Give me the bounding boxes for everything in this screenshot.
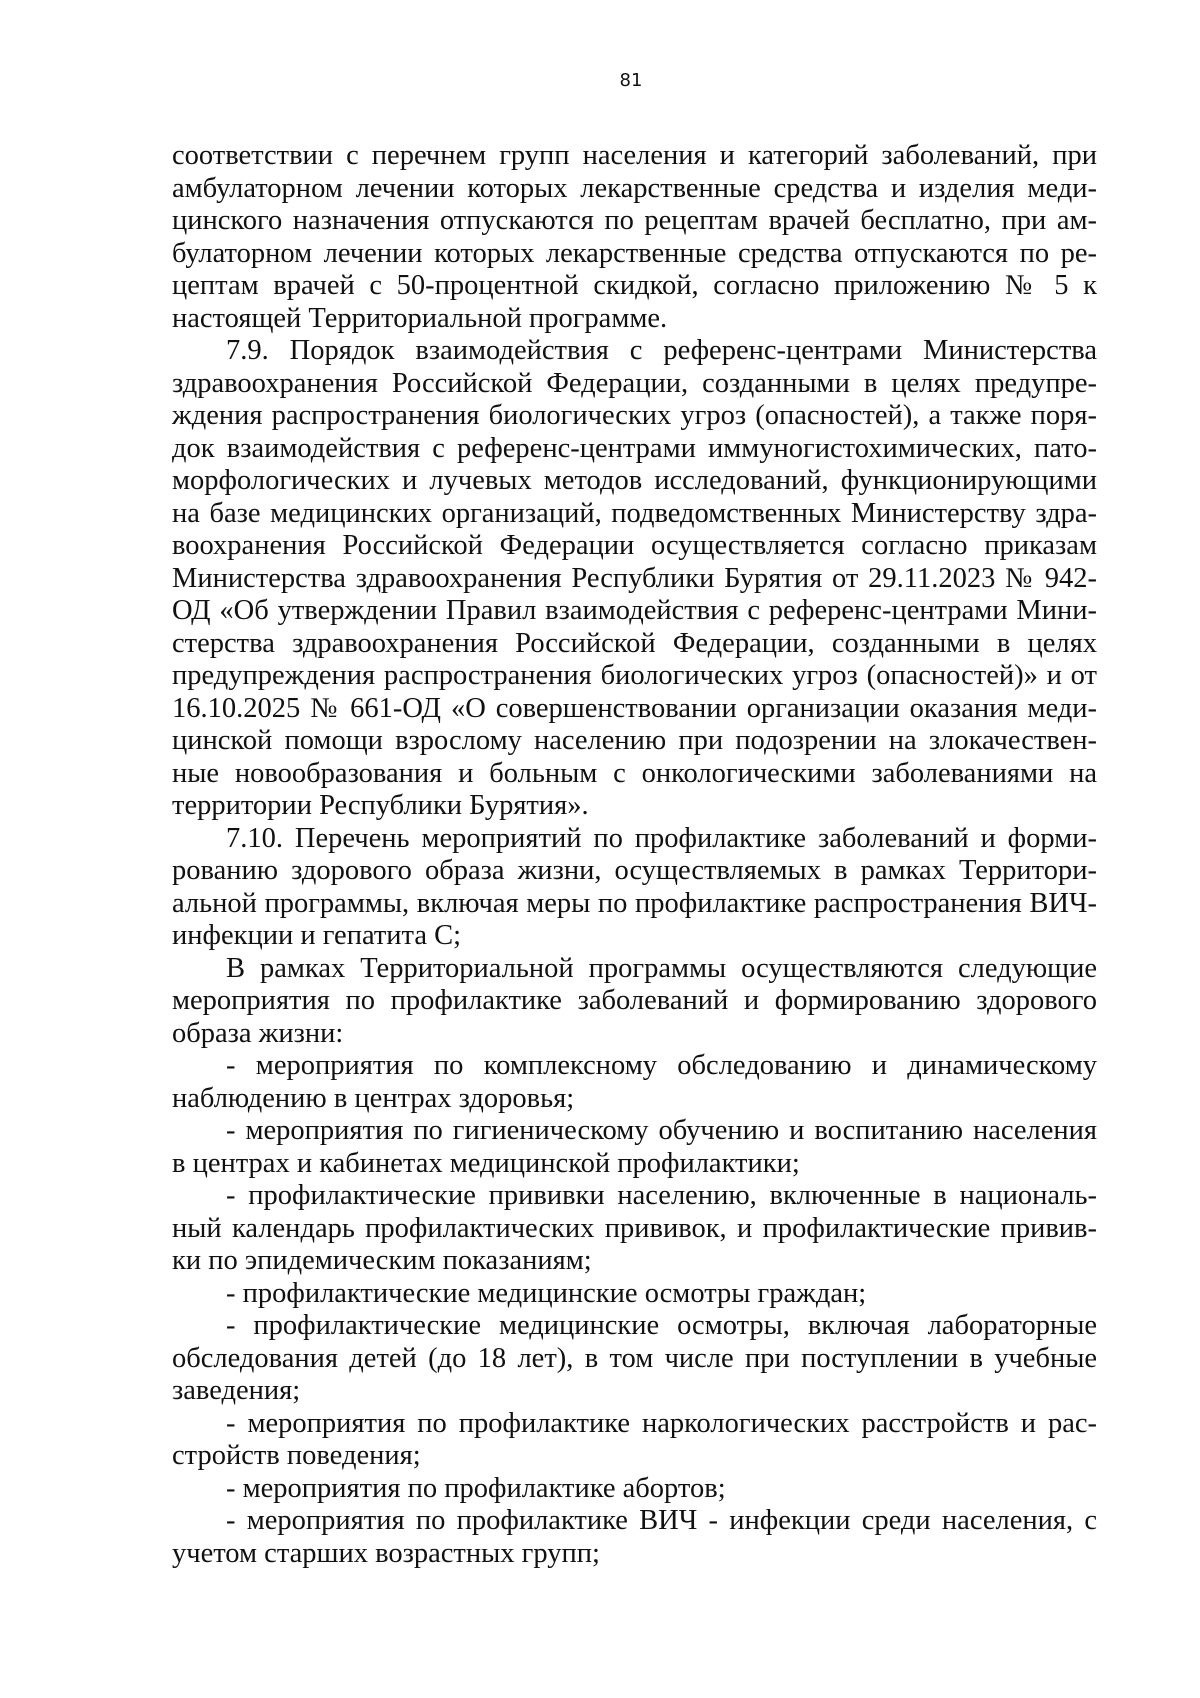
text-line: соответствии с перечнем групп населения и категорий заболеваний, при: [172, 140, 1097, 171]
text-line: обследования детей (до 18 лет), в том числе при поступлении в учебные: [172, 1342, 1097, 1374]
text-line: цинской помощи взрослому населению при подозрении на злокачествен-: [172, 725, 1097, 756]
text-line: инфекции и гепатита С;: [172, 920, 462, 951]
text-line: - мероприятия по профилактике ВИЧ - инфекции среди населения, с: [226, 1505, 1097, 1536]
text-line: мероприятия по профилактике заболеваний и формированию здорового: [172, 985, 1097, 1016]
text-line: цинского назначения отпускаются по рецептам врачей бесплатно, при ам-: [172, 205, 1097, 236]
text-line: Министерства здравоохранения Республики Бурятия от 29.11.2023 № 942-: [172, 562, 1097, 594]
text-line: образа жизни:: [172, 1017, 344, 1049]
text-line: территории Республики Бурятия».: [172, 790, 589, 821]
text-line: - мероприятия по комплексному обследованию и динамическому: [226, 1050, 1097, 1081]
text-line: ный календарь профилактических прививок, и профилактические привив-: [172, 1212, 1097, 1244]
text-line: на базе медицинских организаций, подведомственных Министерству здра-: [172, 497, 1097, 529]
text-line: - мероприятия по профилактике наркологических расстройств и рас-: [226, 1407, 1097, 1439]
text-line: заведения;: [172, 1375, 301, 1406]
text-line: учетом старших возрастных групп;: [172, 1537, 600, 1569]
text-line: - профилактические прививки населению, включенные в националь-: [226, 1180, 1097, 1211]
text-line: воохранения Российской Федерации осуществляется согласно приказам: [172, 530, 1097, 561]
text-line: стерства здравоохранения Российской Федерации, созданными в целях: [172, 627, 1097, 659]
text-line: предупреждения распространения биологических угроз (опасностей)» и от: [172, 660, 1097, 691]
text-line: ОД «Об утверждении Правил взаимодействия с референс-центрами Мини-: [172, 595, 1097, 626]
text-line: морфологических и лучевых методов исследований, функционирующими: [172, 465, 1097, 496]
text-line: В рамках Территориальной программы осуществляются следующие: [226, 952, 1097, 984]
text-line: ки по эпидемическим показаниям;: [172, 1245, 592, 1276]
text-line: - профилактические медицинские осмотры, включая лабораторные: [226, 1310, 1097, 1341]
text-line: альной программы, включая меры по профилактике распространения ВИЧ-: [172, 887, 1097, 919]
text-line: ждения распространения биологических угроз (опасностей), а также поря-: [172, 400, 1097, 431]
text-line: булаторном лечении которых лекарственные средства отпускаются по ре-: [172, 237, 1097, 269]
text-line: ные новообразования и больным с онкологическими заболеваниями на: [172, 757, 1097, 789]
text-line: 16.10.2025 № 661-ОД «О совершенствовании организации оказания меди-: [172, 692, 1097, 724]
text-line: рованию здорового образа жизни, осуществляемых в рамках Территори-: [172, 855, 1097, 886]
text-line: - мероприятия по профилактике абортов;: [226, 1472, 726, 1504]
text-line: настоящей Территориальной программе.: [172, 302, 668, 334]
text-line: наблюдению в центрах здоровья;: [172, 1082, 575, 1114]
text-line: здравоохранения Российской Федерации, созданными в целях предупре-: [172, 367, 1097, 399]
text-line: стройств поведения;: [172, 1440, 421, 1471]
text-line: док взаимодействия с референс-центрами иммуногистохимических, пато-: [172, 432, 1097, 464]
page-number: 81: [619, 70, 643, 91]
text-line: амбулаторном лечении которых лекарственные средства и изделия меди-: [172, 172, 1097, 204]
text-line: в центрах и кабинетах медицинской профилактики;: [172, 1147, 800, 1179]
text-line: 7.10. Перечень мероприятий по профилактике заболеваний и форми-: [226, 822, 1097, 854]
text-line: - профилактические медицинские осмотры граждан;: [226, 1277, 867, 1309]
text-line: 7.9. Порядок взаимодействия с референс-центрами Министерства: [226, 335, 1097, 366]
text-line: цептам врачей с 50-процентной скидкой, согласно приложению № 5 к: [172, 270, 1097, 301]
text-line: - мероприятия по гигиеническому обучению и воспитанию населения: [226, 1115, 1097, 1146]
document-body: [172, 140, 1097, 1570]
